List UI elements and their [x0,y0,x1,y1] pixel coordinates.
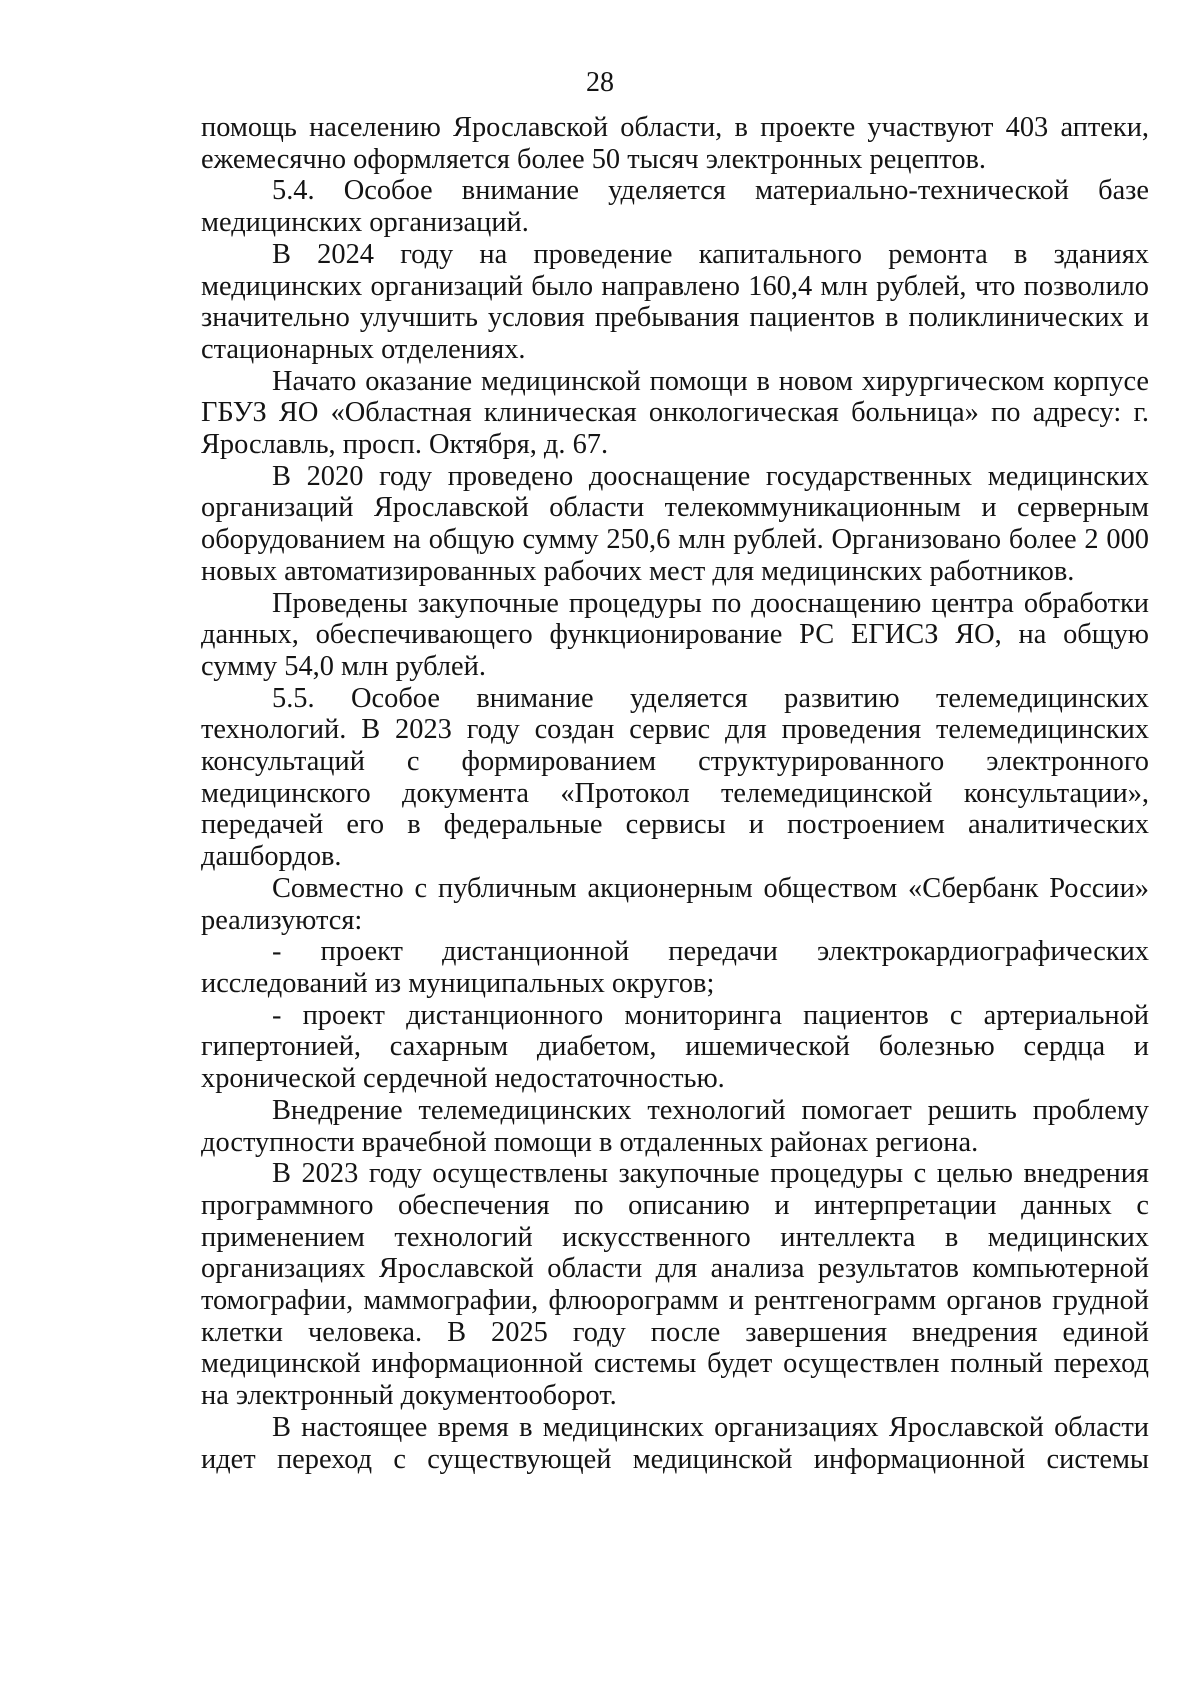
paragraph-surgical-building: Начато оказание медицинской помощи в новом хирургическом корпусе ГБУЗ ЯО «Областная клиническая онкологическая больница» по адресу: г. Ярославль, просп. Октября, д. 67. [201,365,1149,461]
paragraph-mis-transition: В настоящее время в медицинских организациях Ярославской области идет переход с существующей медицинской информационной системы [201,1411,1149,1475]
paragraph-5-4-material-base: 5.4. Особое внимание уделяется материально-технической базе медицинских организаций. [201,175,1149,239]
paragraph-5-5-telemedicine: 5.5. Особое внимание уделяется развитию телемедицинских технологий. В 2023 году создан сервис для проведения телемедицинских консультаций с формированием структурированного электронного медицинского документа «Протокол телемедицинской консультации», передачей его в федеральные сервисы и построением аналитических дашбордов. [201,682,1149,873]
paragraph-capital-repair-2024: В 2024 году на проведение капитального ремонта в зданиях медицинских организаций было направлено 160,4 млн рублей, что позволило значительно улучшить условия пребывания пациентов в поликлинических и стационарных отделениях. [201,238,1149,365]
page-number: 28 [586,67,614,98]
paragraph-ai-procurement-2023: В 2023 году осуществлены закупочные процедуры с целью внедрения программного обеспечения по описанию и интерпретации данных с применением технологий искусственного интеллекта в медицинских организациях Ярославской области для анализа результатов компьютерной томографии, маммографии, флюорограмм и рентгенограмм органов грудной клетки человека. В 2025 году после завершения внедрения единой медицинской информационной системы будет осуществлен полный переход на электронный документооборот. [201,1158,1149,1412]
paragraph-pharmacies-continuation: помощь населению Ярославской области, в проекте участвуют 403 аптеки, ежемесячно оформляется более 50 тысяч электронных рецептов. [201,112,1149,175]
list-item-ecg-transmission: - проект дистанционной передачи электрокардиографических исследований из муниципальных округов; [201,936,1149,999]
list-item-remote-monitoring: - проект дистанционного мониторинга пациентов с артериальной гипертонией, сахарным диабетом, ишемической болезнью сердца и хронической сердечной недостаточностью. [201,999,1149,1095]
paragraph-telemedicine-access: Внедрение телемедицинских технологий помогает решить проблему доступности врачебной помощи в отдаленных районах региона. [201,1094,1149,1158]
document-body [201,112,1149,1475]
paragraph-sberbank-projects: Совместно с публичным акционерным обществом «Сбербанк России» реализуются: [201,872,1149,936]
paragraph-data-center-procurement: Проведены закупочные процедуры по дооснащению центра обработки данных, обеспечивающего функционирование РС ЕГИСЗ ЯО, на общую сумму 54,0 млн рублей. [201,587,1149,682]
paragraph-equipment-2020: В 2020 году проведено дооснащение государственных медицинских организаций Ярославской области телекоммуникационным и серверным оборудованием на общую сумму 250,6 млн рублей. Организовано более 2 000 новых автоматизированных рабочих мест для медицинских работников. [201,460,1149,587]
